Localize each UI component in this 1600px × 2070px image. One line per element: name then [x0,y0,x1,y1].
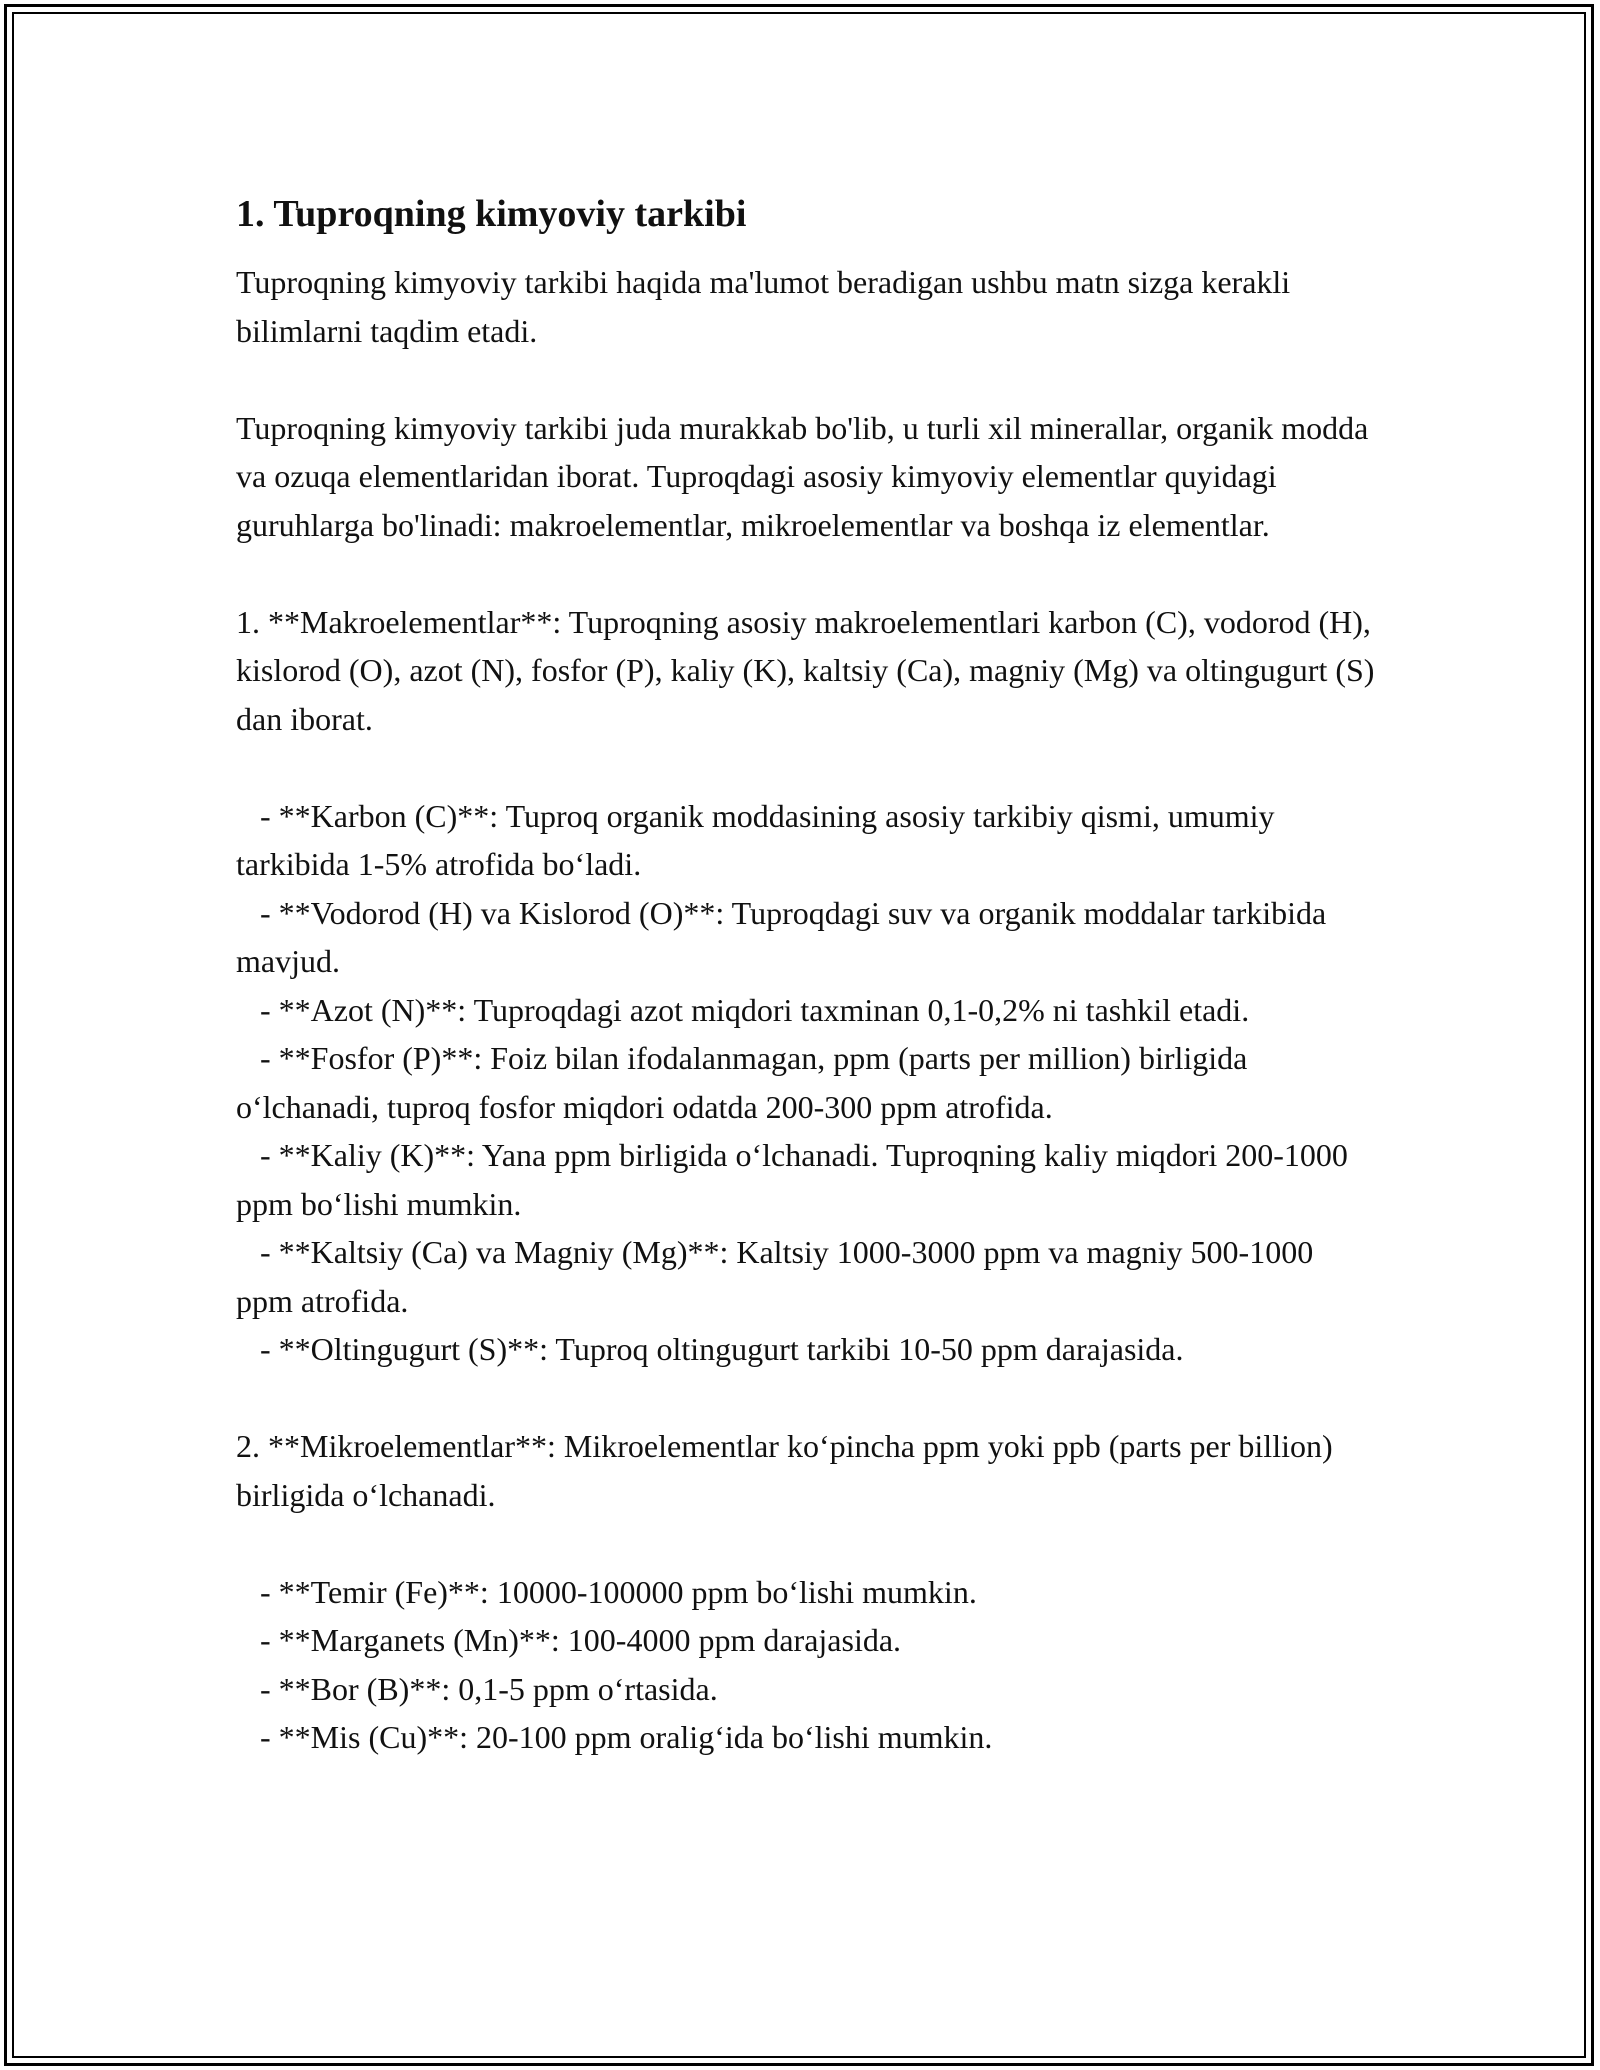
paragraph-gap [236,743,1376,792]
intro-paragraph: Tuproqning kimyoviy tarkibi haqida ma'lumot beradigan ushbu matn sizga kerakli bilimlarni taqdim etadi. [236,264,1291,349]
macroelements-list [236,792,1376,1374]
paragraph-gap [236,355,1376,404]
list-item-manganese: - **Marganets (Mn)**: 100-4000 ppm darajasida. [236,1622,902,1658]
section-heading: 1. Tuproqning kimyoviy tarkibi [236,193,747,235]
list-item-phosphorus: - **Fosfor (P)**: Foiz bilan ifodalanmagan, ppm (parts per million) birligida o‘lchanadi, tuproq fosfor miqdori odatda 200-300 ppm atrofida. [236,1040,1256,1125]
macroelements-heading: 1. **Makroelementlar**: Tuproqning asosiy makroelementlari karbon (C), vodorod (H), kislorod (O), azot (N), fosfor (P), kaliy (K), kaltsiy (Ca), magniy (Mg) va oltingugurt (S) dan iborat. [236,603,1375,737]
list-item-boron: - **Bor (B)**: 0,1-5 ppm o‘rtasida. [236,1670,718,1707]
list-item-iron: - **Temir (Fe)**: 10000-100000 ppm bo‘lishi mumkin. [236,1573,977,1610]
list-item-sulfur: - **Oltingugurt (S)**: Tuproq oltingugurt tarkibi 10-50 ppm darajasida. [236,1331,1184,1367]
paragraph-gap [236,1374,1376,1423]
overview-paragraph: Tuproqning kimyoviy tarkibi juda murakkab bo'lib, u turli xil minerallar, organik modda va ozuqa elementlaridan iborat. Tuproqdagi asosiy kimyoviy elementlar quyidagi guruhlarga bo'linadi: makroelementlar, mikroelementlar va boshqa iz elementlar. [236,409,1369,543]
list-item-hydrogen-oxygen: - **Vodorod (H) va Kislorod (O)**: Tuproqdagi suv va organik moddalar tarkibida mavjud. [236,894,1335,979]
list-item-copper: - **Mis (Cu)**: 20-100 ppm oralig‘ida bo‘lishi mumkin. [236,1719,993,1755]
paragraph-gap [236,1519,1376,1568]
list-item-calcium-magnesium: - **Kaltsiy (Ca) va Magniy (Mg)**: Kaltsiy 1000-3000 ppm va magniy 500-1000 ppm atrofida. [236,1234,1322,1319]
list-item-potassium: - **Kaliy (K)**: Yana ppm birligida o‘lchanadi. Tuproqning kaliy miqdori 200-1000 ppm bo‘lishi mumkin. [236,1137,1356,1222]
paragraph-gap [236,549,1376,598]
document-page [236,186,1376,1762]
list-item-carbon: - **Karbon (C)**: Tuproq organik moddasining asosiy tarkibiy qismi, umumiy tarkibida 1-5% atrofida bo‘ladi. [236,797,1283,882]
microelements-heading: 2. **Mikroelementlar**: Mikroelementlar ko‘pincha ppm yoki ppb (parts per billion) birligida o‘lchanadi. [236,1428,1333,1513]
microelements-list [236,1568,1376,1762]
list-item-nitrogen: - **Azot (N)**: Tuproqdagi azot miqdori taxminan 0,1-0,2% ni tashkil etadi. [236,991,1250,1028]
